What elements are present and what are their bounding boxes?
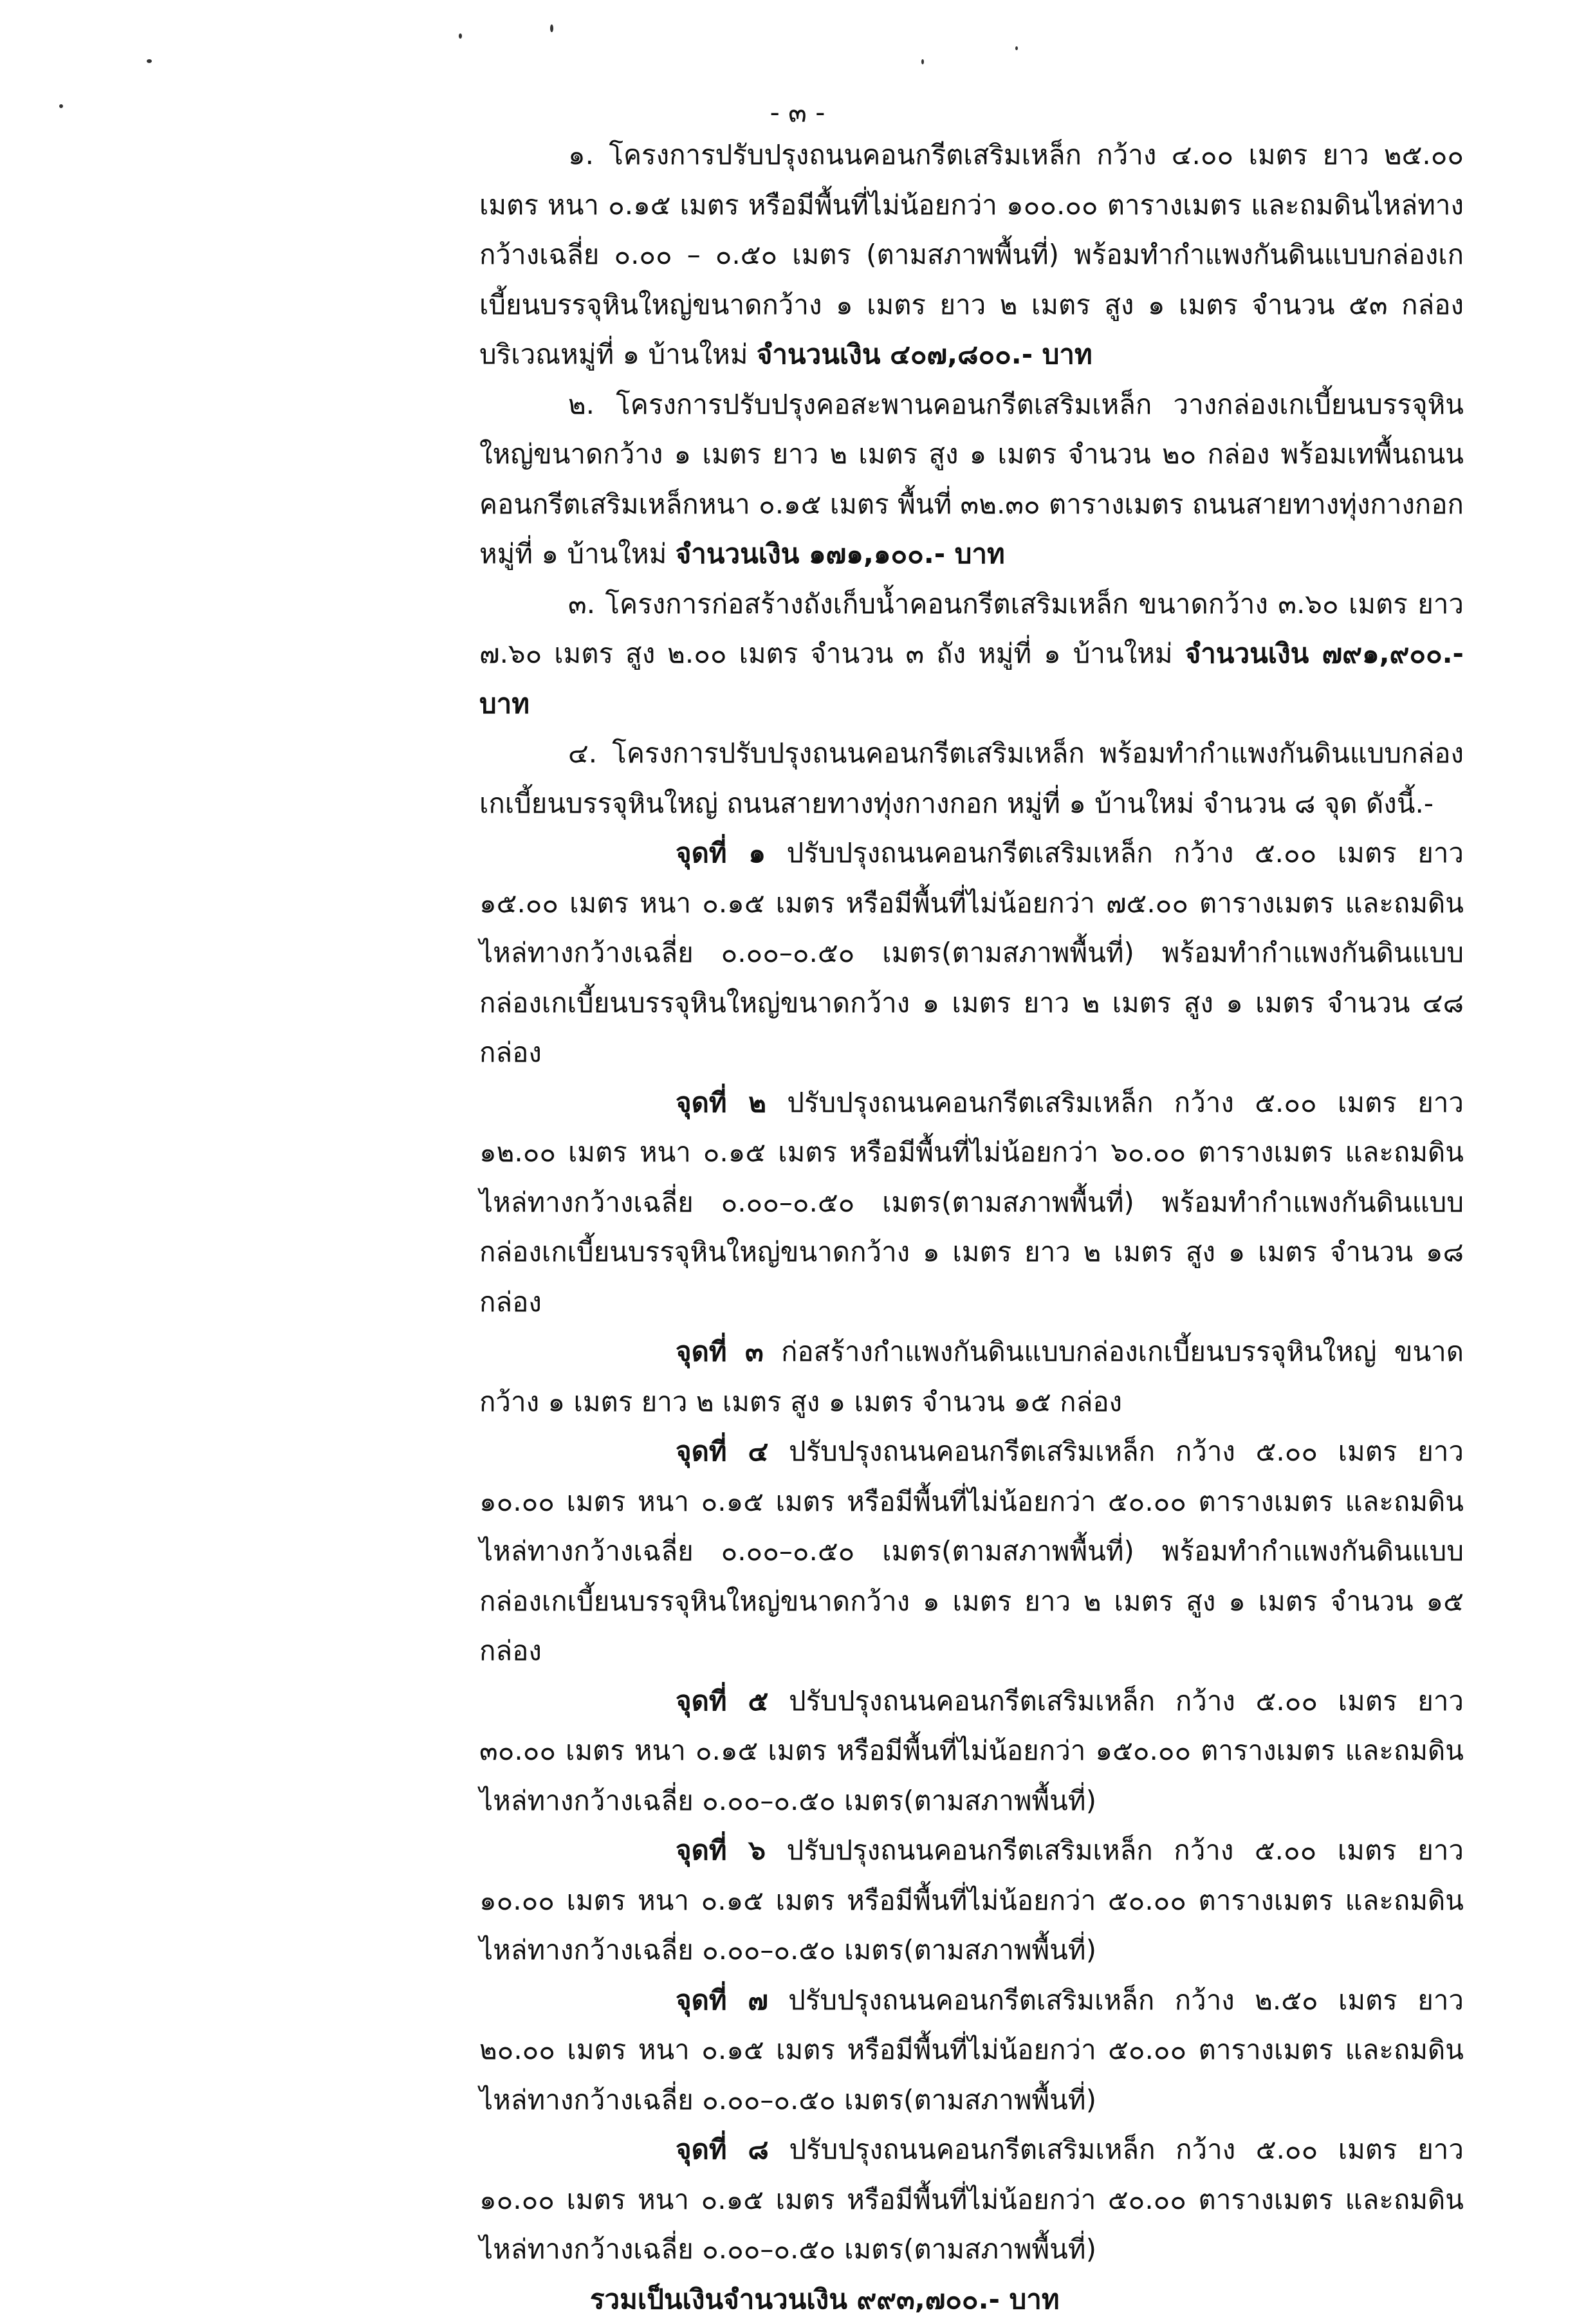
project-2-amount: จำนวนเงิน ๑๗๑,๑๐๐.- บาท (676, 538, 1005, 569)
point-5-text: ปรับปรุงถนนคอนกรีตเสริมเหล็ก กว้าง ๕.๐๐ เมตร ยาว ๓๐.๐๐ เมตร หนา ๐.๑๕ เมตร หรือมีพื้นที่ไม่น้อยกว่า ๑๕๐.๐๐ ตารางเมตร และถมดินไหล่ทางกว้างเฉลี่ย ๐.๐๐–๐.๕๐ เมตร(ตามสภาพพื้นที่) (479, 1685, 1464, 1816)
scan-speck (921, 59, 924, 64)
point-7-label: จุดที่ ๗ (676, 1984, 768, 2016)
project-1-text: ๑. โครงการปรับปรุงถนนคอนกรีตเสริมเหล็ก กว้าง ๔.๐๐ เมตร ยาว ๒๕.๐๐ เมตร หนา ๐.๑๕ เมตร หรือมีพื้นที่ไม่น้อยกว่า ๑๐๐.๐๐ ตารางเมตร และถมดินไหล่ทางกว้างเฉลี่ย ๐.๐๐ – ๐.๕๐ เมตร (ตามสภาพพื้นที่) พร้อมทำกำแพงกันดินแบบกล่องเกเบี้ยนบรรจุหินใหญ่ขนาดกว้าง ๑ เมตร ยาว ๒ เมตร สูง ๑ เมตร จำนวน ๕๓ กล่อง บริเวณหมู่ที่ ๑ บ้านใหม่ (479, 139, 1464, 370)
point-6-text: ปรับปรุงถนนคอนกรีตเสริมเหล็ก กว้าง ๕.๐๐ เมตร ยาว ๑๐.๐๐ เมตร หนา ๐.๑๕ เมตร หรือมีพื้นที่ไม่น้อยกว่า ๕๐.๐๐ ตารางเมตร และถมดินไหล่ทางกว้างเฉลี่ย ๐.๐๐–๐.๕๐ เมตร(ตามสภาพพื้นที่) (479, 1834, 1464, 1966)
point-3 (479, 1327, 1464, 1426)
point-1-label: จุดที่ ๑ (676, 837, 766, 869)
scan-speck (459, 33, 462, 39)
point-7 (479, 1975, 1464, 2125)
point-3-text: ก่อสร้างกำแพงกันดินแบบกล่องเกเบี้ยนบรรจุหินใหญ่ ขนาดกว้าง ๑ เมตร ยาว ๒ เมตร สูง ๑ เมตร จำนวน ๑๕ กล่อง (479, 1336, 1464, 1417)
point-2 (479, 1078, 1464, 1327)
point-2-text: ปรับปรุงถนนคอนกรีตเสริมเหล็ก กว้าง ๕.๐๐ เมตร ยาว ๑๒.๐๐ เมตร หนา ๐.๑๕ เมตร หรือมีพื้นที่ไม่น้อยกว่า ๖๐.๐๐ ตารางเมตร และถมดินไหล่ทางกว้างเฉลี่ย ๐.๐๐–๐.๕๐ เมตร(ตามสภาพพื้นที่) พร้อมทำกำแพงกันดินแบบกล่องเกเบี้ยนบรรจุหินใหญ่ขนาดกว้าง ๑ เมตร ยาว ๒ เมตร สูง ๑ เมตร จำนวน ๑๘ กล่อง (479, 1087, 1464, 1318)
point-4 (479, 1426, 1464, 1676)
scan-speck (147, 59, 152, 63)
grand-total: รวมเป็นเงินจำนวนเงิน ๙๙๓,๗๐๐.- บาท (479, 2274, 1464, 2324)
document-body (479, 130, 1464, 2324)
point-5 (479, 1676, 1464, 1826)
page-number: - ๓ - (0, 91, 1595, 134)
point-1 (479, 828, 1464, 1078)
point-6-label: จุดที่ ๖ (676, 1834, 766, 1866)
point-7-text: ปรับปรุงถนนคอนกรีตเสริมเหล็ก กว้าง ๒.๕๐ เมตร ยาว ๒๐.๐๐ เมตร หนา ๐.๑๕ เมตร หรือมีพื้นที่ไม่น้อยกว่า ๕๐.๐๐ ตารางเมตร และถมดินไหล่ทางกว้างเฉลี่ย ๐.๐๐–๐.๕๐ เมตร(ตามสภาพพื้นที่) (479, 1984, 1464, 2116)
project-3-text: ๓. โครงการก่อสร้างถังเก็บน้ำคอนกรีตเสริมเหล็ก ขนาดกว้าง ๓.๖๐ เมตร ยาว ๗.๖๐ เมตร สูง ๒.๐๐ เมตร จำนวน ๓ ถัง หมู่ที่ ๑ บ้านใหม่ (479, 588, 1464, 670)
project-1-amount: จำนวนเงิน ๔๐๗,๘๐๐.- บาท (757, 338, 1093, 370)
project-1 (479, 130, 1464, 380)
point-4-text: ปรับปรุงถนนคอนกรีตเสริมเหล็ก กว้าง ๕.๐๐ เมตร ยาว ๑๐.๐๐ เมตร หนา ๐.๑๕ เมตร หรือมีพื้นที่ไม่น้อยกว่า ๕๐.๐๐ ตารางเมตร และถมดินไหล่ทางกว้างเฉลี่ย ๐.๐๐–๐.๕๐ เมตร(ตามสภาพพื้นที่) พร้อมทำกำแพงกันดินแบบกล่องเกเบี้ยนบรรจุหินใหญ่ขนาดกว้าง ๑ เมตร ยาว ๒ เมตร สูง ๑ เมตร จำนวน ๑๕ กล่อง (479, 1435, 1464, 1666)
point-8-text: ปรับปรุงถนนคอนกรีตเสริมเหล็ก กว้าง ๕.๐๐ เมตร ยาว ๑๐.๐๐ เมตร หนา ๐.๑๕ เมตร หรือมีพื้นที่ไม่น้อยกว่า ๕๐.๐๐ ตารางเมตร และถมดินไหล่ทางกว้างเฉลี่ย ๐.๐๐–๐.๕๐ เมตร(ตามสภาพพื้นที่) (479, 2134, 1464, 2265)
project-3 (479, 579, 1464, 729)
project-2 (479, 380, 1464, 579)
project-4 (479, 728, 1464, 828)
point-8-label: จุดที่ ๘ (676, 2134, 769, 2165)
point-2-label: จุดที่ ๒ (676, 1087, 766, 1118)
project-4-text: ๔. โครงการปรับปรุงถนนคอนกรีตเสริมเหล็ก พร้อมทำกำแพงกันดินแบบกล่องเกเบี้ยนบรรจุหินใหญ่ ถนนสายทางทุ่งกางกอก หมู่ที่ ๑ บ้านใหม่ จำนวน ๘ จุด ดังนี้.- (479, 737, 1464, 819)
point-6 (479, 1825, 1464, 1975)
point-1-text: ปรับปรุงถนนคอนกรีตเสริมเหล็ก กว้าง ๕.๐๐ เมตร ยาว ๑๕.๐๐ เมตร หนา ๐.๑๕ เมตร หรือมีพื้นที่ไม่น้อยกว่า ๗๕.๐๐ ตารางเมตร และถมดินไหล่ทางกว้างเฉลี่ย ๐.๐๐–๐.๕๐ เมตร(ตามสภาพพื้นที่) พร้อมทำกำแพงกันดินแบบกล่องเกเบี้ยนบรรจุหินใหญ่ขนาดกว้าง ๑ เมตร ยาว ๒ เมตร สูง ๑ เมตร จำนวน ๔๘ กล่อง (479, 837, 1464, 1068)
scan-speck (1015, 46, 1018, 50)
scan-speck (550, 24, 553, 32)
point-5-label: จุดที่ ๕ (676, 1685, 768, 1717)
point-8 (479, 2125, 1464, 2274)
project-2-text: ๒. โครงการปรับปรุงคอสะพานคอนกรีตเสริมเหล็ก วางกล่องเกเบี้ยนบรรจุหินใหญ่ขนาดกว้าง ๑ เมตร ยาว ๒ เมตร สูง ๑ เมตร จำนวน ๒๐ กล่อง พร้อมเทพื้นถนนคอนกรีตเสริมเหล็กหนา ๐.๑๕ เมตร พื้นที่ ๓๒.๓๐ ตารางเมตร ถนนสายทางทุ่งกางกอก หมู่ที่ ๑ บ้านใหม่ (479, 389, 1464, 570)
point-4-label: จุดที่ ๔ (676, 1435, 768, 1467)
project-3-amount: จำนวนเงิน ๗๙๑,๙๐๐.- บาท (479, 638, 1464, 719)
point-3-label: จุดที่ ๓ (676, 1336, 764, 1367)
